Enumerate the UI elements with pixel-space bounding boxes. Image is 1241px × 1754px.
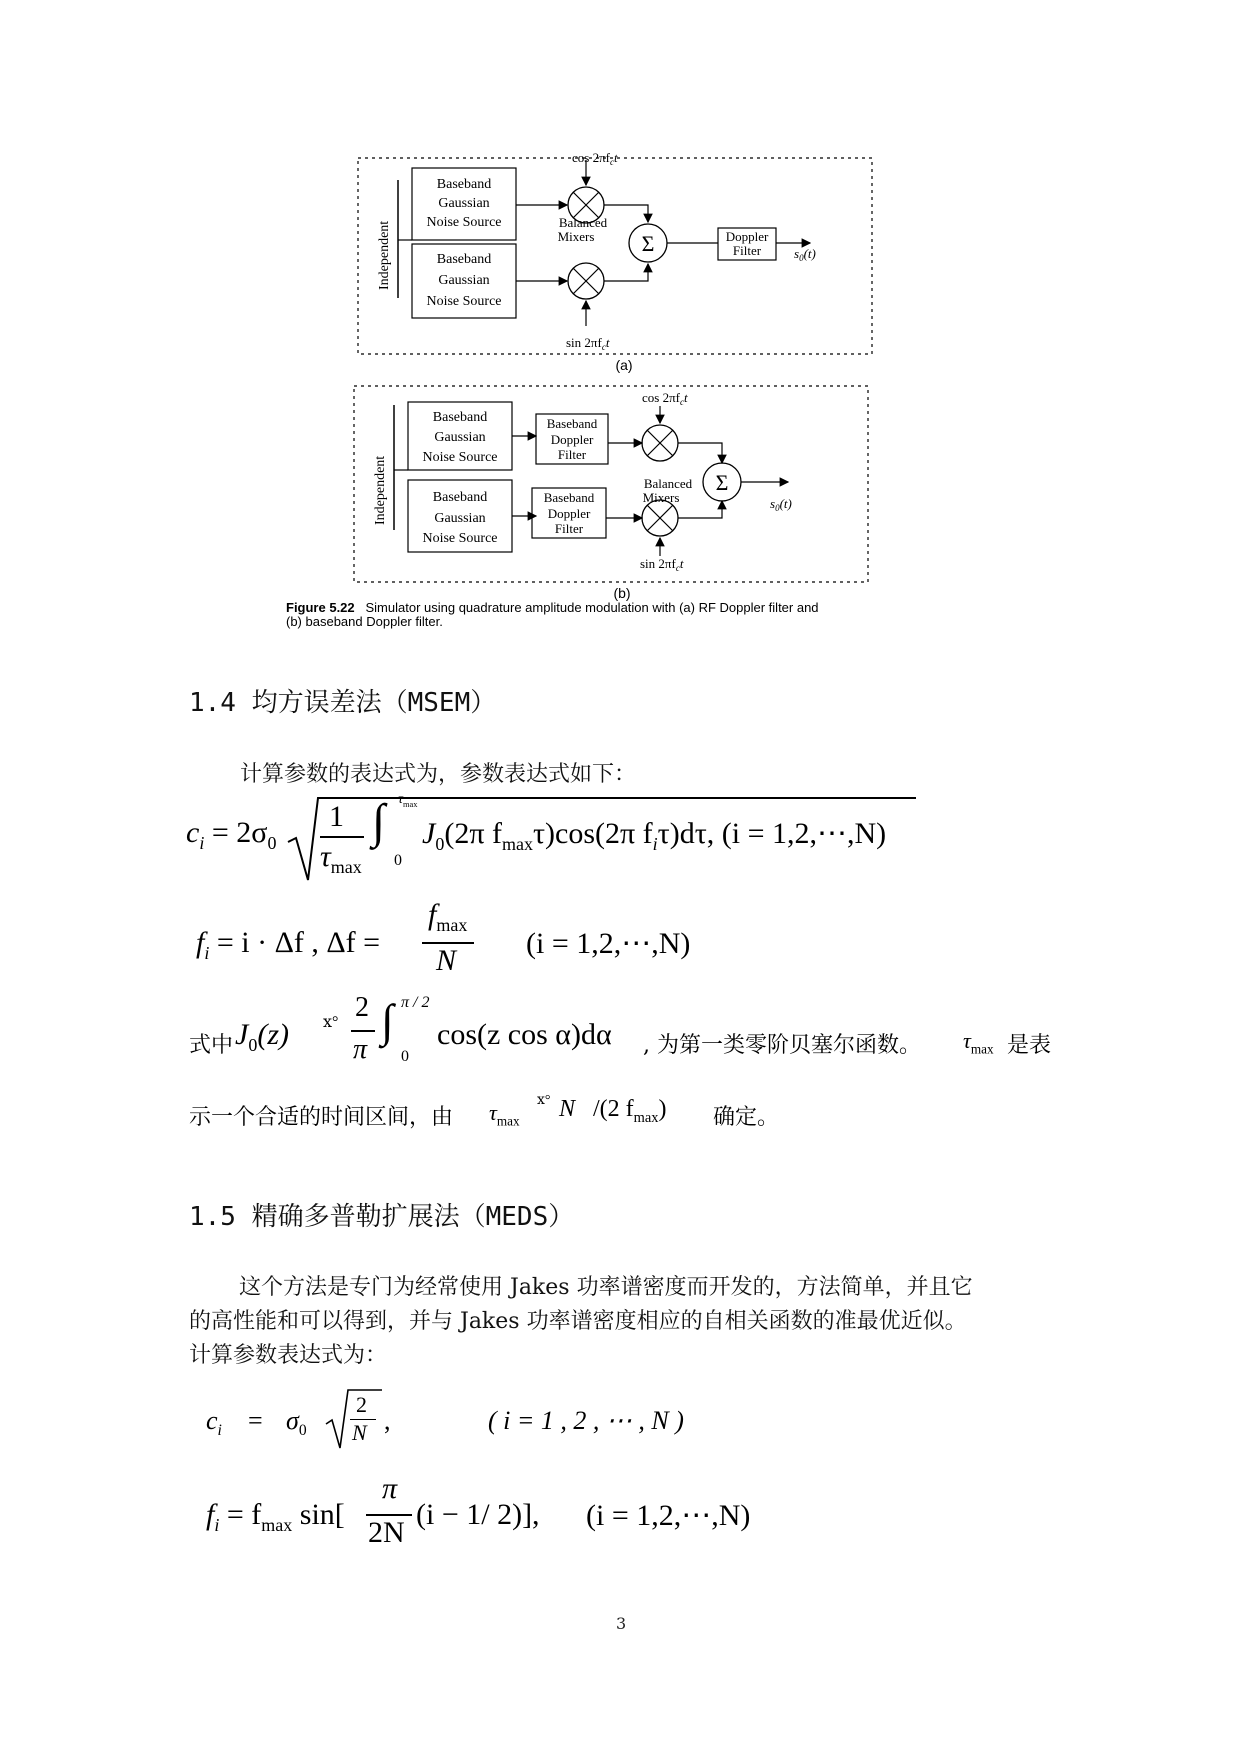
filter-bottom-line1: Baseband: [543, 490, 595, 505]
caption-line2: (b) baseband Doppler filter.: [286, 614, 443, 629]
section-15-paragraph: [189, 1271, 1069, 1373]
mixer-bottom-b: [642, 500, 678, 536]
svg-text:Σ: Σ: [715, 470, 729, 495]
bessel-definition-line: 式中 $J_0(z)$ ⅹ° 2 π ∫ π / 2 0 cos(z cos α)dα , 为第一类零阶贝塞尔函数。 $\tau_{max}$ 是表: [189, 992, 1052, 1065]
noise-source-top-line3: Noise Source: [426, 215, 502, 230]
balanced-mixers-label-2: Mixers: [557, 229, 595, 244]
filter-top-line3: Filter: [557, 447, 587, 462]
sin-carrier-label-b: $\sin 2\pi f_ct$: [640, 556, 684, 573]
noise-source-top-line1: Baseband: [436, 177, 492, 192]
independent-label: Independent: [377, 220, 392, 290]
cos-carrier-label: $\cos 2\pi f_ct$: [572, 150, 618, 167]
noise-source-bottom-b-line2: Gaussian: [434, 511, 486, 526]
noise-source-bottom-line1: Baseband: [436, 252, 492, 267]
balanced-mixers-label-1: Balanced: [558, 215, 608, 230]
independent-label-b: Independent: [373, 455, 388, 525]
equation-fi-meds: $f_i = f_{max}$ sin[ π 2N (i − 1/ 2)], (i = 1,2,⋯,N): [206, 1472, 751, 1549]
summer-a: [629, 224, 667, 262]
sublabel-a: (a): [615, 357, 633, 373]
noise-source-top-b-line1: Baseband: [432, 410, 488, 425]
noise-source-bottom-b-line1: Baseband: [432, 490, 488, 505]
sin-carrier-label: $\sin 2\pi f_ct$: [566, 335, 610, 352]
noise-source-top-line2: Gaussian: [438, 196, 490, 211]
filter-bottom-line2: Doppler: [547, 506, 591, 521]
figure-caption: [286, 601, 819, 629]
filter-bottom-line3: Filter: [554, 521, 584, 536]
caption-line1: Simulator using quadrature amplitude modulation with (a) RF Doppler filter and: [365, 600, 819, 615]
figure-diagram-a: [350, 150, 880, 375]
paragraph-line-1: 这个方法是专门为经常使用 Jakes 功率谱密度而开发的，方法简单，并且它: [239, 1275, 973, 1300]
mixer-top-b: [642, 425, 678, 461]
filter-top-line1: Baseband: [546, 416, 598, 431]
paragraph-line-3: 计算参数表达式为：: [189, 1343, 388, 1368]
cos-carrier-label-b: $\cos 2\pi f_ct$: [642, 390, 688, 407]
output-label-b: $s_0(t)$: [770, 496, 792, 513]
equation-ci-msem: $c_i = 2\sigma_0$ 1 $\tau_{max}$ ∫ $\tau_{max}$ 0 $J_0(2\pi$ $f_{max}\tau)\cos(2\pi$ $f_i\tau)d\tau$, (i = 1,2,⋯,N): [186, 790, 946, 886]
noise-source-bottom-b-line3: Noise Source: [422, 531, 498, 546]
noise-source-bottom-line3: Noise Source: [426, 294, 502, 309]
output-label-a: $s_0(t)$: [794, 246, 816, 263]
balanced-mixers-b-2: Mixers: [642, 490, 680, 505]
filter-top-line2: Doppler: [550, 432, 594, 447]
balanced-mixers-b-1: Balanced: [643, 476, 693, 491]
summer-b: [703, 463, 741, 501]
section-14-heading: 1.4 均方误差法（MSEM）: [189, 688, 497, 718]
doppler-filter-label-2: Filter: [732, 243, 762, 258]
svg-text:Σ: Σ: [641, 231, 655, 256]
sublabel-b: (b): [613, 585, 631, 601]
doppler-filter-label-1: Doppler: [725, 229, 769, 244]
mixer-bottom: [568, 263, 604, 299]
equation-ci-meds: $c_i$ = $\sigma_0$ 2 N , ( i = 1 , 2 , ⋯ , N ): [206, 1386, 766, 1450]
section-14-intro: 计算参数的表达式为，参数表达式如下：: [240, 762, 637, 787]
caption-figure-number: Figure 5.22: [286, 600, 355, 615]
noise-source-top-b-line3: Noise Source: [422, 450, 498, 465]
tau-range-line: 示一个合适的时间区间，由 $\tau_{max}$ ⅹ° N /(2 $f_{max}$) 确定。: [189, 1093, 780, 1130]
equation-fi-msem: $f_i = i \cdot \Delta f$ , Δf = $f_{max}$ N (i = 1,2,⋯,N): [196, 898, 691, 977]
section-15-heading: 1.5 精确多普勒扩展法（MEDS）: [189, 1202, 575, 1232]
noise-source-bottom-line2: Gaussian: [438, 273, 490, 288]
page-number: 3: [616, 1614, 627, 1633]
paragraph-line-2: 的高性能和可以得到，并与 Jakes 功率谱密度相应的自相关函数的准最优近似。: [189, 1309, 967, 1334]
figure-diagram-b: [350, 380, 880, 605]
noise-source-top-b-line2: Gaussian: [434, 430, 486, 445]
